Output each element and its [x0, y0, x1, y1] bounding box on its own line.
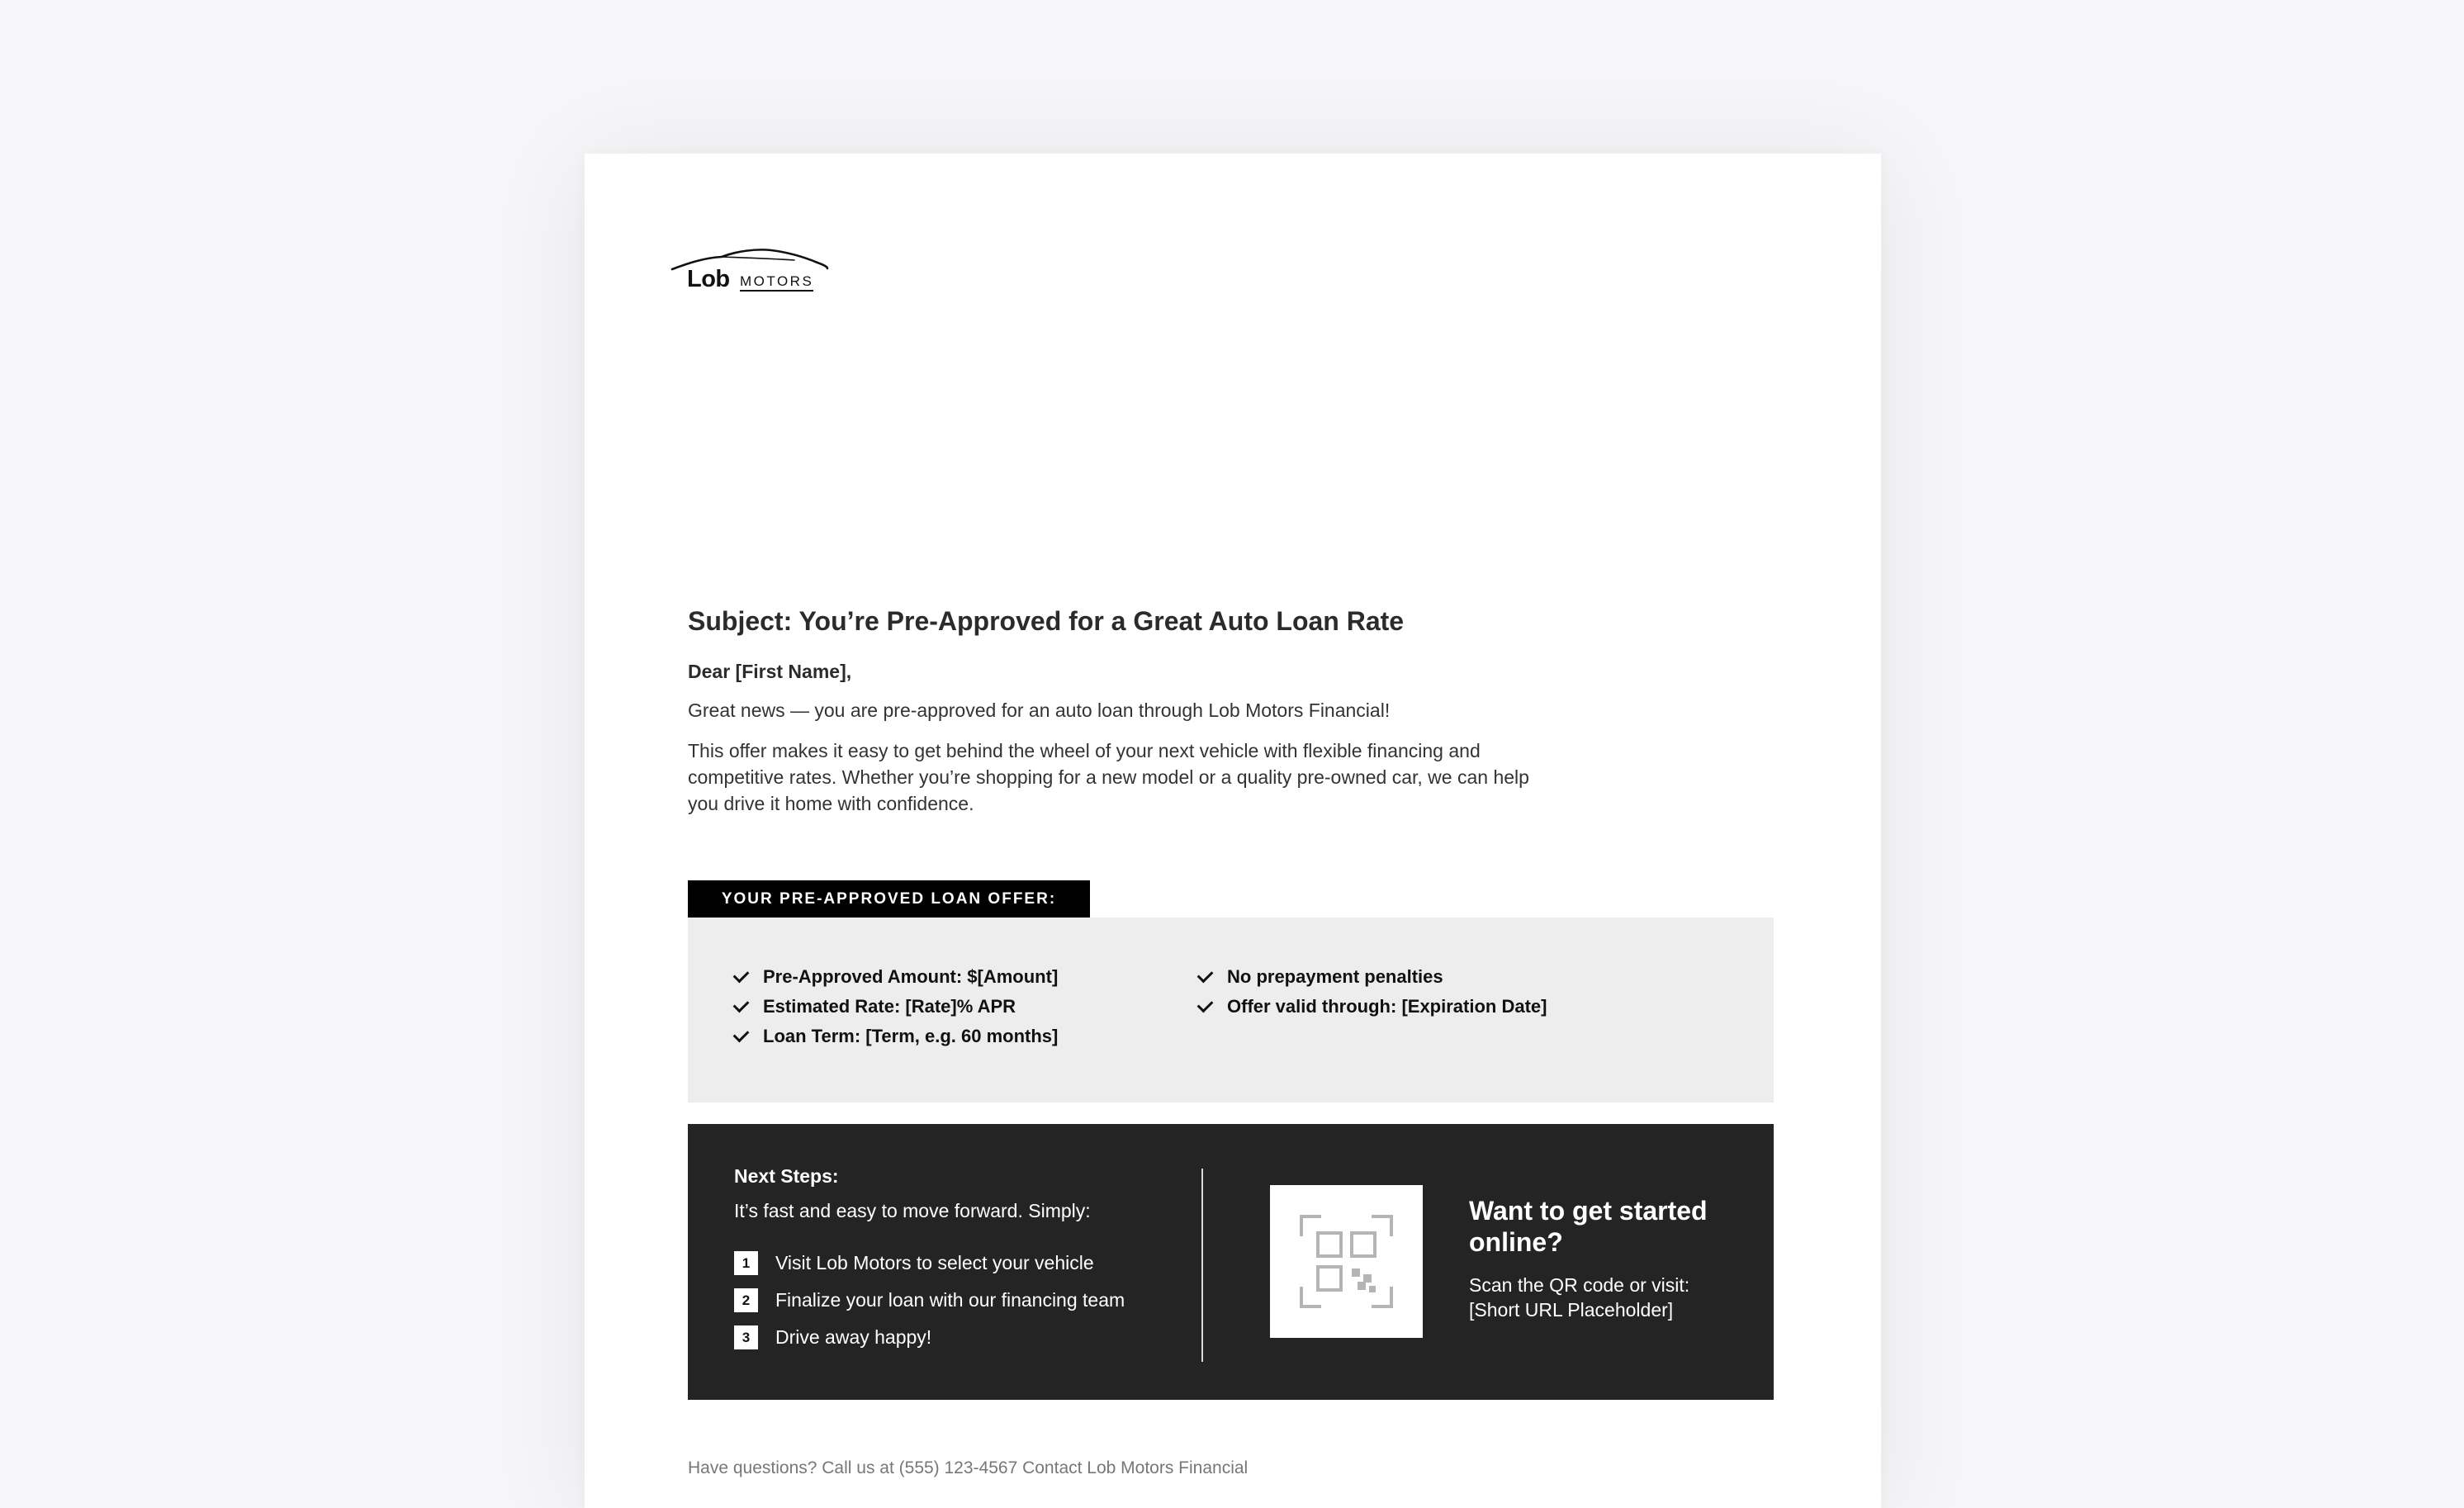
letter-paragraph-2: This offer makes it easy to get behind the wheel of your next vehicle with flexible financing and competitive rates. Whether you’re shopping for a new model or a quality pre-owned car, we can help you drive it home with confidence.: [688, 740, 1529, 814]
step-text: Drive away happy!: [775, 1326, 932, 1348]
offer-item-text: Estimated Rate: [Rate]% APR: [763, 996, 1016, 1017]
offer-item: [732, 1022, 1058, 1051]
checkmark-icon: [1197, 966, 1214, 983]
offer-box: [688, 918, 1774, 1103]
offer-item-text: Offer valid through: [Expiration Date]: [1227, 996, 1547, 1017]
step-text: Finalize your loan with our financing team: [775, 1289, 1125, 1311]
offer-label: YOUR PRE-APPROVED LOAN OFFER:: [688, 880, 1090, 918]
offer-item: [1196, 962, 1547, 992]
cta-text: Scan the QR code or visit: [Short URL Placeholder]: [1469, 1274, 1690, 1321]
offer-item: [732, 962, 1058, 992]
checkmark-icon: [733, 1026, 750, 1042]
step-item: [734, 1325, 931, 1349]
logo-motors-text: MOTORS: [740, 274, 813, 292]
letter-greeting: Dear [First Name],: [688, 661, 852, 682]
letter-subject: Subject: You’re Pre-Approved for a Great Auto Loan Rate: [688, 606, 1405, 636]
next-steps-panel: [688, 1124, 1774, 1400]
panel-divider: [1201, 1169, 1203, 1362]
offer-item-text: No prepayment penalties: [1227, 966, 1443, 987]
footer-text: Have questions? Call us at (555) 123-4567 Contact Lob Motors Financial: [688, 1458, 1249, 1477]
next-steps-title: Next Steps:: [734, 1165, 839, 1187]
step-text: Visit Lob Motors to select your vehicle: [775, 1252, 1094, 1273]
next-steps-subtitle: It’s fast and easy to move forward. Simply:: [734, 1200, 1091, 1221]
offer-list-right: [1196, 962, 1547, 1022]
offer-item-text: Loan Term: [Term, e.g. 60 months]: [763, 1026, 1059, 1046]
checkmark-icon: [1197, 996, 1214, 1012]
checkmark-icon: [733, 996, 750, 1012]
cta-title: Want to get started online?: [1469, 1196, 1708, 1257]
step-number: 3: [734, 1325, 758, 1349]
offer-list-left: [732, 962, 1058, 1051]
step-item: [734, 1251, 1094, 1275]
step-item: [734, 1288, 1125, 1312]
lob-motors-logo: [670, 246, 829, 297]
qr-code-icon[interactable]: [1270, 1185, 1423, 1338]
checkmark-icon: [733, 966, 750, 983]
step-number: 1: [734, 1251, 758, 1275]
letter-page: [585, 154, 1881, 1508]
logo-brand-text: Lob: [687, 266, 730, 292]
letter-paragraph-1: Great news — you are pre-approved for an auto loan through Lob Motors Financial!: [688, 699, 1391, 721]
offer-item: [1196, 992, 1547, 1022]
step-number: 2: [734, 1288, 758, 1312]
offer-item-text: Pre-Approved Amount: $[Amount]: [763, 966, 1059, 987]
offer-item: [732, 992, 1058, 1022]
